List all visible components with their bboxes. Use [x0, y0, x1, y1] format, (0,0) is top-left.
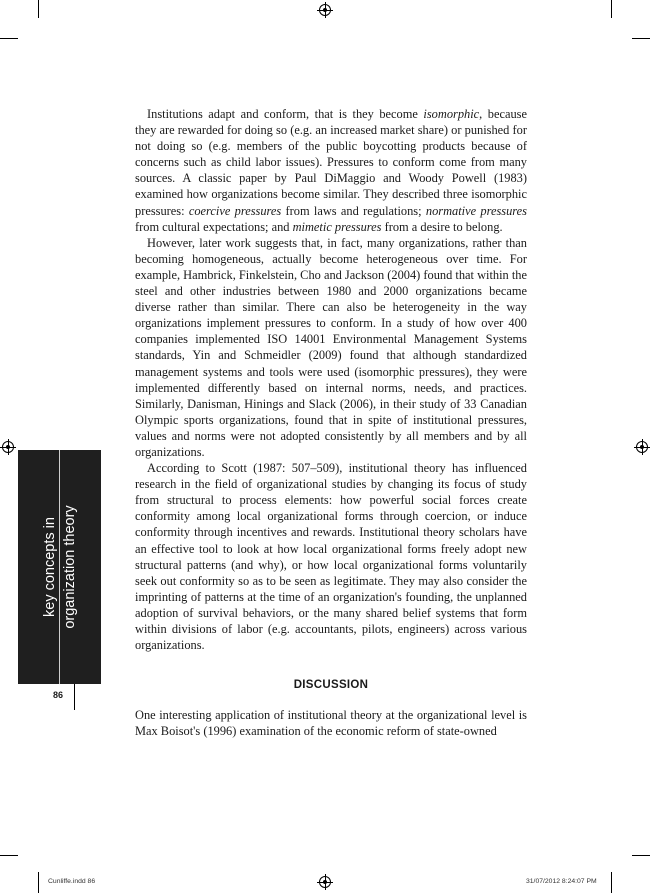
crop-mark — [0, 855, 18, 856]
text-run: According to Scott (1987: 507–509), institutional theory has influenced research in the field of organizational studies by changing its focus of study from structural to process elements: how powerful social forces create conformity among local organizational forms through coercion, or induce conformity through incentives and rewards. Institutional theory scholars have an effective tool to look at how local organizational forms freely adopt new structural patterns (and why), or how local organizational forms voluntarily seek out conformity so as to be seen as legitimate. They may also consider the imprinting of patterns at the time of an organization's founding, the unplanned adoption of survival behaviors, or the many shared belief systems that form within divisions of labor (e.g. accountants, pilots, engineers) across various organizations. — [135, 461, 527, 653]
crop-mark — [0, 38, 18, 39]
paragraph — [135, 106, 527, 235]
crop-mark — [38, 0, 39, 18]
paragraph — [135, 460, 527, 653]
registration-mark-icon — [2, 441, 14, 453]
section-heading: DISCUSSION — [293, 679, 369, 692]
crop-mark — [611, 872, 612, 893]
italic-term: coercive pressures — [188, 203, 282, 218]
paragraphs — [135, 106, 527, 653]
tab-rule — [74, 684, 75, 710]
text-run: from a desire to belong. — [381, 219, 503, 234]
crop-mark — [632, 38, 650, 39]
crop-mark — [632, 855, 650, 856]
side-tab — [18, 450, 101, 684]
crop-mark — [38, 872, 39, 893]
text-run: from cultural expectations; and — [135, 219, 293, 234]
registration-mark-icon — [319, 876, 331, 888]
slug-filename: Cunliffe.indd 86 — [48, 878, 96, 885]
side-tab-line-1: key concepts in — [41, 517, 58, 617]
registration-mark-icon — [319, 4, 331, 16]
crop-mark — [611, 0, 612, 18]
slug-datetime: 31/07/2012 8:24:07 PM — [526, 878, 597, 885]
body-text — [135, 106, 527, 739]
italic-term: isomorphic — [423, 107, 480, 121]
italic-term: normative pressures — [425, 203, 527, 218]
page-number: 86 — [53, 690, 64, 700]
text-run: However, later work suggests that, in fact, many organizations, rather than becoming homogeneous, actually become heterogeneous over time. For example, Hambrick, Finkelstein, Cho and Jackson (2004) found that within the steel and other industries between 1980 and 2000 organizations became diverse rather than similar. There can also be heterogeneity in the way organizations implement pressures to conform. In a study of how over 400 companies implemented ISO 14001 Environmental Management Systems standards, Yin and Schmeidler (2009) found that although standardized management systems and tools were used (isomorphic pressures), they were implemented differently based on internal norms, needs, and practices. Similarly, Danisman, Hinings and Slack (2006), in their study of 33 Canadian Olympic sports organizations, found that in spite of institutional pressures, values and norms were not adopted consistently by all members and by all organizations. — [135, 235, 527, 459]
side-tab-line-2: organization theory — [61, 505, 78, 629]
registration-mark-icon — [636, 441, 648, 453]
italic-term: mimetic pressures — [292, 219, 382, 234]
text-run: , because they are rewarded for doing so (e.g. an increased market share) or punished for not doing so (e.g. members of the public boycotting products because of concerns such as child labor issues). Pressures to conform come from many sources. A classic paper by Paul DiMaggio and Woody Powell (1983) examined how organizations become similar. They described three isomorphic pressures: — [135, 107, 527, 218]
text-run: Institutions adapt and conform, that is they become — [147, 107, 424, 121]
closing-paragraph: One interesting application of institutional theory at the organizational level is Max Boisot's (1996) examination of the economic reform of state-owned — [135, 708, 527, 739]
text-run: from laws and regulations; — [281, 203, 426, 218]
side-tab-label — [40, 452, 80, 682]
paragraph — [135, 235, 527, 460]
